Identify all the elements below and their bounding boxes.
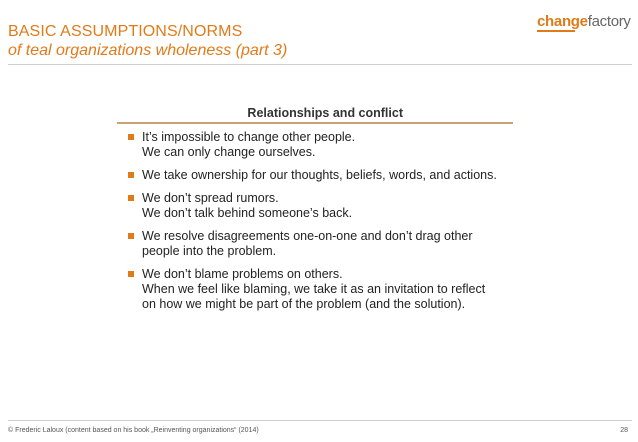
bullet-item [128,130,528,160]
change-factory-logo [537,14,631,30]
bullet-text-line: When we feel like blaming, we take it as an invitation to reflect [142,282,486,296]
square-bullet-icon [128,134,134,140]
bullet-text-line: We don’t talk behind someone’s back. [142,206,353,220]
footer-credit: © Frederic Laloux (content based on his book „Reinventing organizations“ (2014) [8,427,259,434]
slide-title: BASIC ASSUMPTIONS/NORMS [8,23,243,40]
bullet-text-line: We take ownership for our thoughts, beliefs, words, and actions. [142,168,497,182]
logo-underline [537,30,575,32]
bullet-item [128,229,528,259]
square-bullet-icon [128,195,134,201]
bullet-item [128,267,528,312]
page-number: 28 [620,427,628,434]
bullet-text-line: We can only change ourselves. [142,145,316,159]
square-bullet-icon [128,172,134,178]
square-bullet-icon [128,233,134,239]
bullet-text-line: on how we might be part of the problem (and the solution). [142,297,466,311]
bullet-item [128,168,528,183]
bullet-list [128,130,528,320]
bullet-text-line: people into the problem. [142,244,277,258]
section-divider [117,122,513,124]
bullet-text-line: We don’t spread rumors. [142,191,279,205]
title-divider [8,64,632,65]
bullet-text-line: It’s impossible to change other people. [142,130,356,144]
footer-divider [8,420,632,421]
bullet-text-line: We don’t blame problems on others. [142,267,343,281]
logo-word-change: change [537,13,588,30]
slide-subtitle: of teal organizations wholeness (part 3) [8,42,288,59]
square-bullet-icon [128,271,134,277]
logo-word-factory: factory [587,13,631,30]
bullet-text-line: We resolve disagreements one-on-one and don’t drag other [142,229,473,243]
bullet-item [128,191,528,221]
section-heading: Relationships and conflict [247,106,403,120]
